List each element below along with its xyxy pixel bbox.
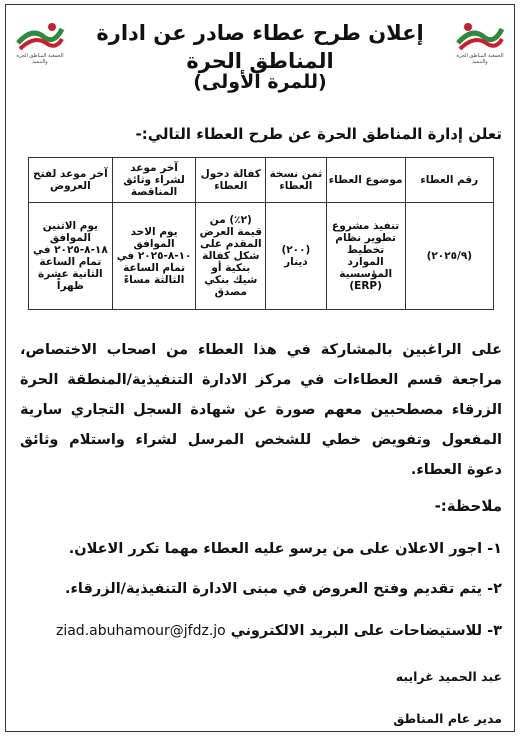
notes-title: ملاحظة:-	[434, 497, 502, 515]
note-item: ١- اجور الاعلان على من يرسو عليه العطاء مهما تكرر الاعلان.	[68, 541, 502, 557]
header-bid-bond: كفالة دخول العطاء	[196, 158, 266, 203]
header-opening-deadline: آخر موعد لفتح العروض	[29, 158, 113, 203]
wave-emblem-icon	[454, 19, 506, 55]
announcement-subtitle: (للمرة الأولى)	[193, 71, 327, 93]
cell-bid-bond: (٢٪) من قيمة العرض المقدم على شكل كفالة بنكية أو شيك بنكي مصدق	[196, 203, 266, 310]
signer-name: عبد الحميد غرايبه	[395, 669, 502, 684]
intro-text: تعلن إدارة المناطق الحرة عن طرح العطاء التالي:-	[135, 125, 502, 143]
table-row	[29, 203, 494, 310]
jfdz-logo-left	[14, 19, 66, 65]
signer-title: مدير عام المناطق	[393, 711, 502, 726]
cell-purchase-deadline: يوم الاحد الموافق ١٠-٨-٢٠٢٥ في تمام الساعة الثالثة مساءً	[112, 203, 196, 310]
note-item: ٢- يتم تقديم وفتح العروض في مبنى الادارة التنفيذية/الزرقاء.	[65, 581, 502, 597]
header-tender-subject: موضوع العطاء	[326, 158, 405, 203]
cell-copy-price: (٢٠٠) دينار	[266, 203, 326, 310]
note-item-label: ٣- للاستيضاحات على البريد الالكتروني	[230, 623, 502, 639]
cell-tender-number: (٢٠٢٥/٩)	[405, 203, 493, 310]
logo-caption: الجمعية المناطق الحرة والتنمية	[456, 53, 504, 65]
wave-emblem-icon	[14, 19, 66, 55]
announcement-title: إعلان طرح عطاء صادر عن ادارة المناطق الحرة	[96, 21, 424, 73]
tender-table	[28, 157, 494, 310]
announcement-frame	[5, 4, 515, 732]
logo-caption: الجمعية المناطق الحرة والتنمية	[16, 53, 64, 65]
instructions-paragraph: على الراغبين بالمشاركة في هذا العطاء من اصحاب الاختصاص، مراجعة قسم العطاءات في مركز الادارة التنفيذية/المنطقة الحرة الزرقاء مصطحبين معهم صورة عن شهادة السجل التجاري سارية المفعول وتفويض خطي للشخص المرسل لشراء واستلام وثائق دعوة العطاء.	[20, 342, 502, 478]
jfdz-logo-right	[454, 19, 506, 65]
header-purchase-deadline: آخر موعد لشراء وثائق المناقصة	[112, 158, 196, 203]
header-copy-price: ثمن نسخة العطاء	[266, 158, 326, 203]
note-item-email	[56, 623, 502, 639]
cell-tender-subject: تنفيذ مشروع تطوير نظام تخطيط الموارد المؤسسية (ERP)	[326, 203, 405, 310]
cell-opening-deadline: يوم الاثنين الموافق ١٨-٨-٢٠٢٥ في تمام الساعة الثانية عشرة ظهراً	[29, 203, 113, 310]
contact-email-link[interactable]: ziad.abuhamour@jfdz.jo	[55, 623, 226, 639]
table-header-row	[29, 158, 494, 203]
header-tender-number: رقم العطاء	[405, 158, 493, 203]
